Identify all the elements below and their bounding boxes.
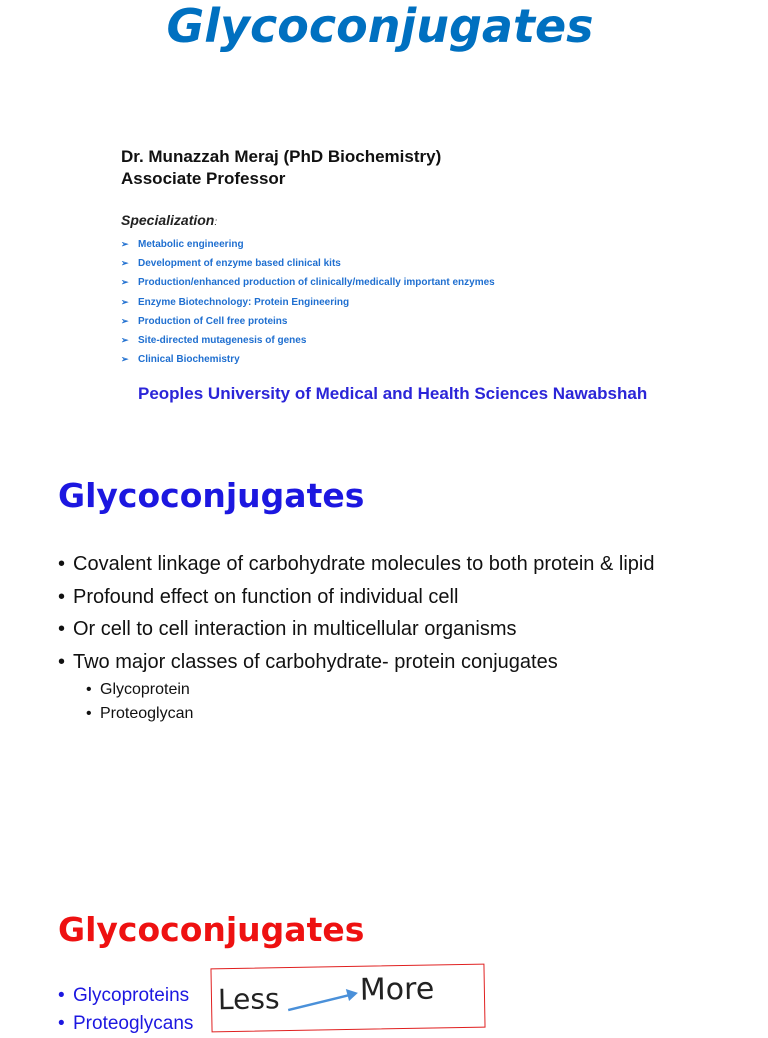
author-block	[121, 146, 441, 190]
less-more-box	[210, 964, 485, 1033]
class-text: Proteoglycans	[73, 1013, 194, 1034]
bullet-text: Covalent linkage of carbohydrate molecules to both protein & lipid	[73, 553, 655, 575]
slide-heading: Glycoconjugates	[58, 910, 365, 949]
slide-heading: Glycoconjugates	[58, 476, 365, 515]
specialization-label	[121, 212, 217, 228]
arrow-bullet-icon: ➢	[121, 258, 129, 269]
sub-bullet-text: Proteoglycan	[100, 705, 194, 722]
bullet-item	[58, 613, 654, 646]
class-item	[58, 982, 193, 1010]
class-text: Glycoproteins	[73, 985, 190, 1006]
sub-bullet-item	[86, 678, 654, 702]
specialization-item	[121, 312, 495, 331]
more-label: More	[359, 971, 435, 1008]
bullet-text: Profound effect on function of individual cell	[73, 585, 459, 608]
arrow-bullet-icon: ➢	[121, 315, 129, 326]
author-position: Associate Professor	[121, 169, 286, 188]
bullet-dot-icon: •	[58, 650, 66, 673]
arrow-bullet-icon: ➢	[121, 277, 129, 288]
sub-bullet-item	[86, 702, 654, 726]
specialization-item	[121, 273, 495, 292]
title-slide	[0, 0, 768, 430]
specialization-item	[121, 331, 495, 350]
specialization-text: Clinical Biochemistry	[138, 354, 240, 366]
specialization-text: Enzyme Biotechnology: Protein Engineering	[138, 296, 350, 308]
specialization-label-text: Specialization	[121, 212, 215, 228]
arrow-bullet-icon: ➢	[121, 296, 129, 307]
bullet-dot-icon: •	[86, 681, 92, 698]
university-name: Peoples University of Medical and Health Sciences Nawabshah	[138, 384, 648, 403]
specialization-item	[121, 254, 495, 273]
bullet-text: Or cell to cell interaction in multicellular organisms	[73, 618, 517, 640]
specialization-text: Development of enzyme based clinical kits	[138, 258, 341, 270]
presentation-title: Glycoconjugates	[166, 0, 594, 53]
specialization-text: Site-directed mutagenesis of genes	[138, 335, 307, 347]
class-list	[58, 982, 193, 1038]
bullet-dot-icon: •	[58, 553, 66, 575]
class-item	[58, 1010, 193, 1038]
specialization-text: Production of Cell free proteins	[138, 315, 288, 327]
sub-bullet-text: Glycoprotein	[100, 681, 190, 698]
arrow-bullet-icon: ➢	[121, 354, 129, 365]
definition-slide	[0, 430, 768, 860]
specialization-item	[121, 350, 495, 369]
right-arrow-icon	[286, 987, 362, 1014]
specialization-item	[121, 293, 495, 312]
bullet-item	[58, 548, 654, 581]
author-name: Dr. Munazzah Meraj (PhD Biochemistry)	[121, 147, 442, 166]
arrow-bullet-icon: ➢	[121, 239, 129, 250]
sub-bullet-list	[58, 678, 654, 726]
bullet-dot-icon: •	[58, 985, 65, 1006]
classes-slide	[0, 860, 768, 1034]
specialization-list	[121, 235, 495, 369]
bullet-dot-icon: •	[58, 618, 66, 640]
arrow-bullet-icon: ➢	[121, 335, 129, 346]
bullet-item	[58, 646, 654, 727]
bullet-list	[58, 548, 654, 726]
specialization-text: Production/enhanced production of clinically/medically important enzymes	[138, 277, 495, 289]
less-label: Less	[217, 982, 280, 1017]
specialization-text: Metabolic engineering	[138, 239, 244, 251]
specialization-item	[121, 235, 495, 254]
specialization-colon: :	[214, 217, 218, 228]
bullet-dot-icon: •	[58, 585, 66, 608]
bullet-item	[58, 581, 654, 614]
bullet-dot-icon: •	[86, 705, 92, 722]
bullet-text: Two major classes of carbohydrate- protein conjugates	[73, 650, 558, 673]
bullet-dot-icon: •	[58, 1013, 65, 1034]
